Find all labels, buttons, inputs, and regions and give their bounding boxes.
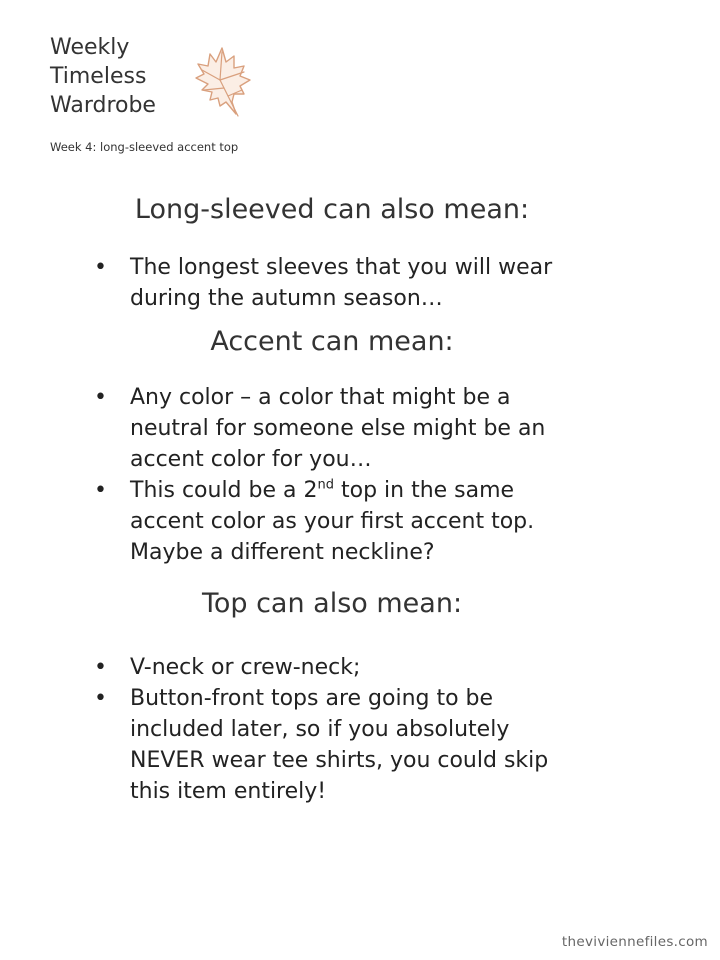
heading-long-sleeved: Long-sleeved can also mean:: [134, 194, 530, 225]
footer-site-name: theviviennefiles.com: [561, 934, 708, 950]
accent-list: [94, 382, 545, 568]
brand-line-1: Weekly: [50, 35, 130, 60]
heading-accent: Accent can mean:: [210, 326, 454, 357]
maple-leaf-icon: [174, 40, 254, 120]
top-list: [94, 652, 548, 807]
page-subtitle: Week 4: long-sleeved accent top: [50, 140, 239, 154]
brand-line-2: Timeless: [50, 64, 147, 89]
list-item: • V-neck or crew-neck;: [94, 652, 548, 683]
heading-top: Top can also mean:: [201, 588, 463, 619]
list-item: • Button-front tops are going to be included later, so if you absolutely NEVER wear tee shirts, you could skip this item entirely!: [94, 683, 548, 807]
list-item: • Any color – a color that might be a neutral for someone else might be an accent color for you…: [94, 382, 545, 475]
list-item: • The longest sleeves that you will wear during the autumn season…: [94, 252, 552, 314]
list-item: • This could be a 2nd top in the same accent color as your first accent top. Maybe a different neckline?: [94, 475, 545, 568]
brand-title: [50, 33, 156, 120]
long-sleeved-list: [94, 252, 552, 314]
brand-line-3: Wardrobe: [50, 93, 156, 118]
